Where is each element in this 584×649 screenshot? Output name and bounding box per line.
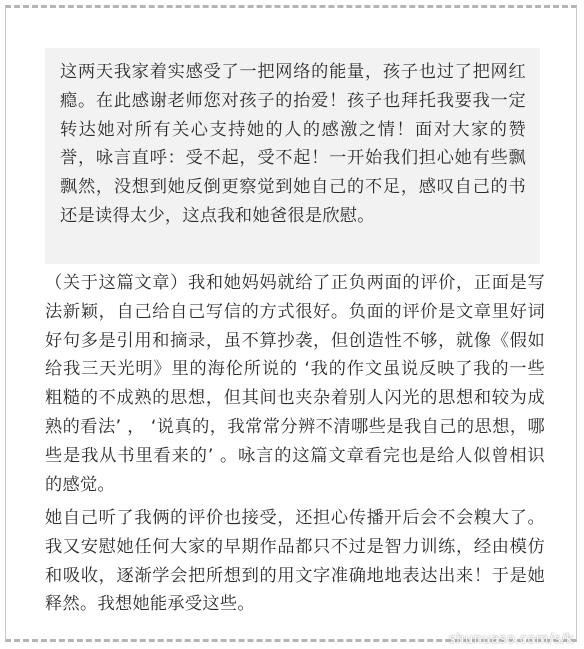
quote-block (45, 48, 540, 264)
quote-text: 这两天我家着实感受了一把网络的能量，孩子也过了把网红瘾。在此感谢老师您对孩子的抬爱！孩子也拜托我要我一定转达她对所有关心支持她的人的感激之情！面对大家的赞誉，咏言直呼：受不起，受不起！一开始我们担心她有些飘飘然，没想到她反倒更察觉到她自己的不足，感叹自己的书还是读得太少，这点我和她爸很是欣慰。 (60, 62, 526, 226)
watermark: shunuaso.com/s/k (448, 632, 574, 647)
body-paragraph-1: （关于这篇文章）我和她妈妈就给了正负两面的评价，正面是写法新颖，自己给自己写信的方式很好。负面的评价是文章里好词好句多是引用和摘录，虽不算抄袭，但创造性不够，就像《假如给我三天光明》里的海伦所说的 ‘我的作文虽说反映了我的一些粗糙的不成熟的思想，但其间也夹杂着别人闪光的思想和较为成熟的看法’ ， ‘说真的，我常常分辨不清哪些是我自己的思想，哪些是我从书里看来的’ 。咏言的这篇文章看完也是给人似曾相识的感觉。 (45, 273, 545, 495)
body-paragraph-2: 她自己听了我俩的评价也接受，还担心传播开后会不会糗大了。我又安慰她任何大家的早期作品都只不过是智力训练，经由模仿和吸收，逐渐学会把所想到的用文字准确地地表达出来！于是她释然。我想她能承受这些。 (45, 508, 545, 615)
